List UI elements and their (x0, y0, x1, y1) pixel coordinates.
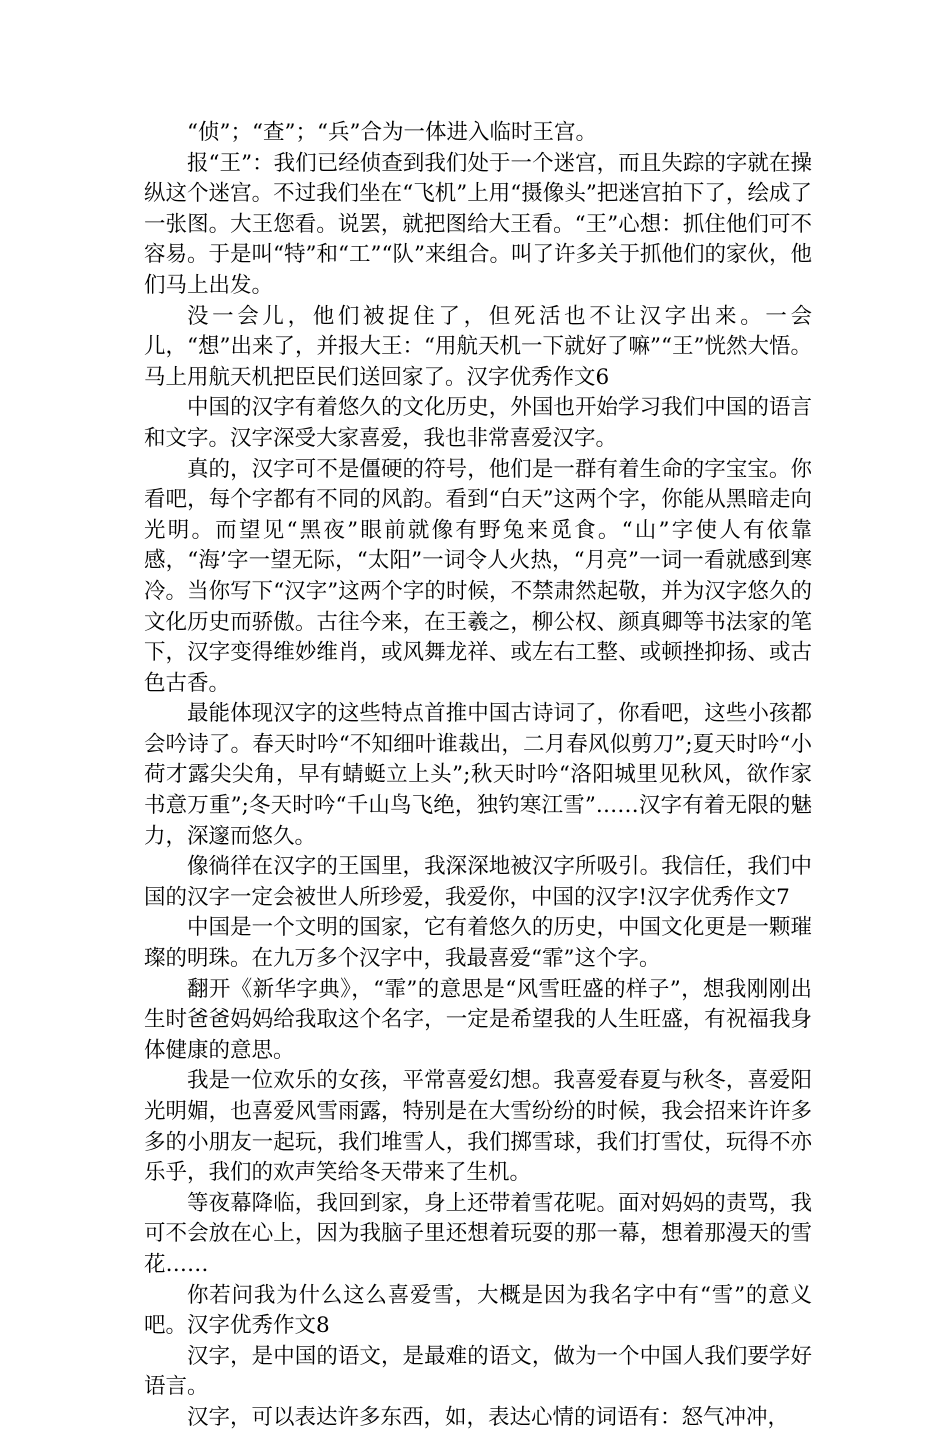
paragraph: 中国是一个文明的国家，它有着悠久的历史，中国文化更是一颗璀璨的明珠。在九万多个汉字中，我最喜爱“霏”这个字。 (144, 915, 812, 972)
paragraph: 等夜幕降临，我回到家，身上还带着雪花呢。面对妈妈的责骂，我可不会放在心上，因为我脑子里还想着玩耍的那一幕，想着那漫天的雪花…… (144, 1190, 812, 1277)
paragraph: 报“王”：我们已经侦查到我们处于一个迷宫，而且失踪的字就在操纵这个迷宫。不过我们坐在“飞机”上用“摄像头”把迷宫拍下了，绘成了一张图。大王您看。说罢，就把图给大王看。“王”心想：抓住他们可不容易。于是叫“特”和“工”“队”来组合。叫了许多关于抓他们的家伙，他们马上出发。 (144, 150, 812, 298)
paragraph: 汉字，可以表达许多东西，如，表达心情的词语有：怒气冲冲， (187, 1404, 790, 1430)
paragraph: 我是一位欢乐的女孩，平常喜爱幻想。我喜爱春夏与秋冬，喜爱阳光明媚，也喜爱风雪雨露，特别是在大雪纷纷的时候，我会招来许许多多的小朋友一起玩，我们堆雪人，我们掷雪球，我们打雪仗，玩得不亦乐乎，我们的欢声笑给冬天带来了生机。 (144, 1068, 812, 1186)
paragraph: 你若问我为什么这么喜爱雪，大概是因为我名字中有“雪”的意义吧。汉字优秀作文8 (144, 1282, 812, 1339)
paragraph: 汉字，是中国的语文，是最难的语文，做为一个中国人我们要学好语言。 (144, 1343, 812, 1400)
paragraph: 翻开《新华字典》，“霏”的意思是“风雪旺盛的样子”，想我刚刚出生时爸爸妈妈给我取这个名字，一定是希望我的人生旺盛，有祝福我身体健康的意思。 (144, 976, 812, 1063)
paragraph: “侦”；“查”；“兵”合为一体进入临时王宫。 (187, 120, 597, 145)
document-page (144, 118, 812, 1434)
paragraph: 真的，汉字可不是僵硬的符号，他们是一群有着生命的字宝宝。你看吧，每个字都有不同的风韵。看到“白天”这两个字，你能从黑暗走向光明。而望见“黑夜”眼前就像有野兔来觅食。“山”字使人有依靠感，“海’字一望无际，“太阳”一词令人火热，“月亮”一词一看就感到寒冷。当你写下“汉字”这两个字的时候，不禁肃然起敬，并为汉字悠久的文化历史而骄傲。古往今来，在王羲之，柳公权、颜真卿等书法家的笔下，汉字变得维妙维肖，或风舞龙祥、或左右工整、或顿挫抑扬、或古色古香。 (144, 456, 812, 696)
paragraph: 没一会儿，他们被捉住了，但死活也不让汉字出来。一会儿，“想”出来了，并报大王：“用航天机一下就好了嘛”“王”恍然大悟。马上用航天机把臣民们送回家了。汉字优秀作文6 (144, 303, 812, 390)
paragraph: 像徜徉在汉字的王国里，我深深地被汉字所吸引。我信任，我们中国的汉字一定会被世人所珍爱，我爱你，中国的汉字!汉字优秀作文7 (144, 854, 812, 910)
paragraph: 中国的汉字有着悠久的文化历史，外国也开始学习我们中国的语言和文字。汉字深受大家喜爱，我也非常喜爱汉字。 (144, 395, 812, 451)
paragraph: 最能体现汉字的这些特点首推中国古诗词了，你看吧，这些小孩都会吟诗了。春天时吟“不知细叶谁裁出，二月春风似剪刀”;夏天时吟“小荷才露尖尖角，早有蜻蜓立上头”;秋天时吟“洛阳城里见秋风，欲作家书意万重”;冬天时吟“千山鸟飞绝，独钓寒江雪”……汉字有着无限的魅力，深邃而悠久。 (144, 701, 812, 849)
